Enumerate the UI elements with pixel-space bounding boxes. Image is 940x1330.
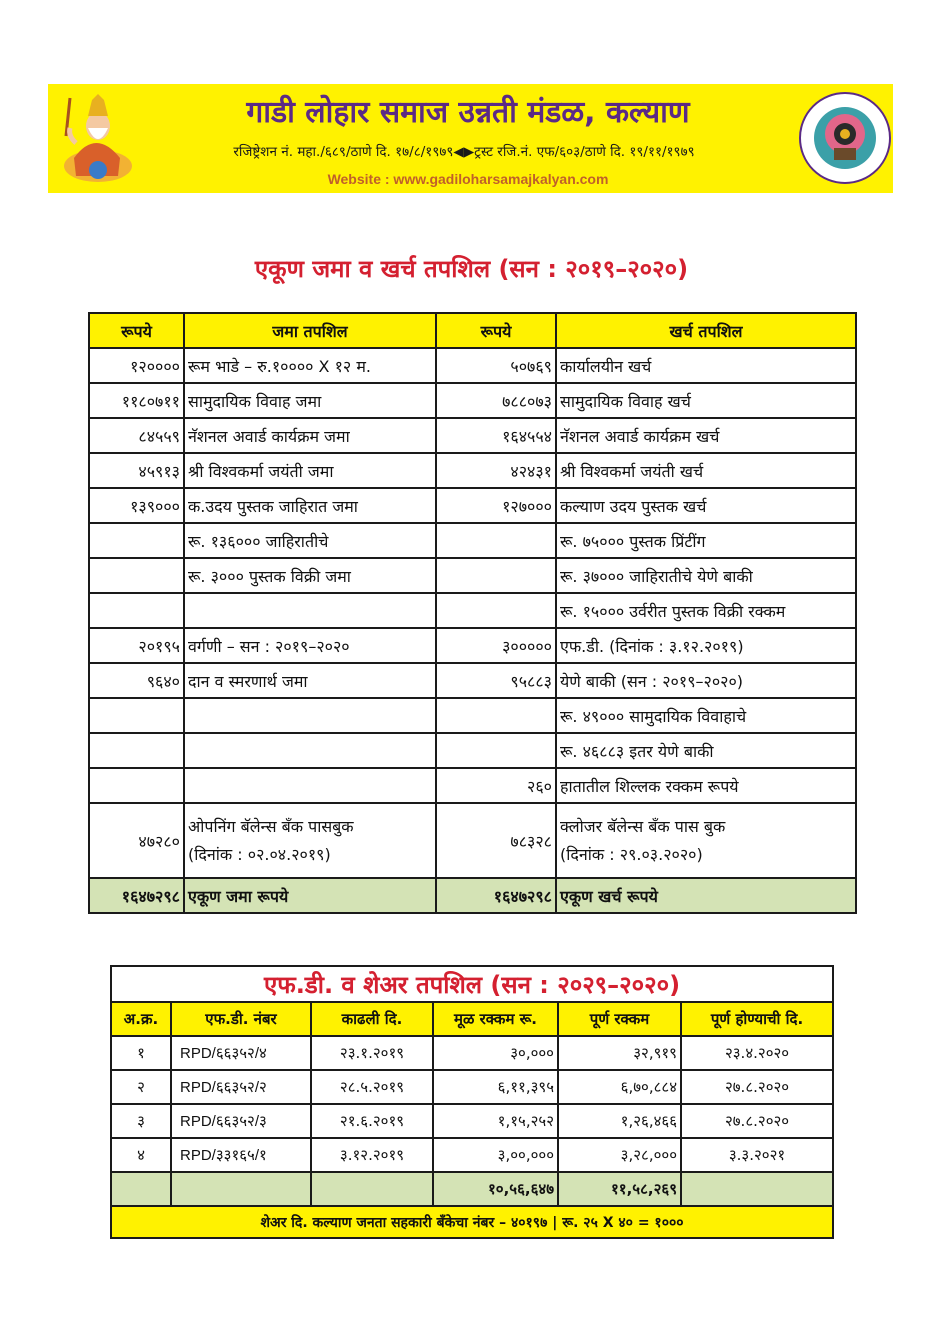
opening-balance-label: ओपनिंग बॅलेन्स बँक पासबुक — [188, 816, 354, 836]
fd-number: RPD/६६३५२/२ — [171, 1070, 311, 1104]
org-name: गाडी लोहार समाज उन्नती मंडळ, कल्याण — [246, 95, 690, 130]
website-link[interactable]: Website : www.gadiloharsamajkalyan.com — [327, 171, 609, 187]
fd-column-maturity-amount: पूर्ण रक्कम — [558, 1002, 681, 1036]
fd-serial: ४ — [111, 1138, 171, 1172]
income-details: रू. ३००० पुस्तक विक्री जमा — [184, 558, 436, 593]
income-details: दान व स्मरणार्थ जमा — [184, 663, 436, 698]
fd-column-maturity-date: पूर्ण होण्याची दि. — [681, 1002, 833, 1036]
income-amount — [89, 733, 184, 768]
fd-maturity-date: २३.४.२०२० — [681, 1036, 833, 1070]
fd-principal: ३०,००० — [433, 1036, 558, 1070]
expense-amount: १६४५५४ — [436, 418, 556, 453]
income-amount: १२०००० — [89, 348, 184, 383]
fd-column-principal: मूळ रक्कम रू. — [433, 1002, 558, 1036]
expense-details: येणे बाकी (सन : २०१९–२०२०) — [556, 663, 856, 698]
fd-row — [111, 1138, 833, 1172]
table-row — [89, 733, 856, 768]
table-row — [89, 383, 856, 418]
expense-amount: ४२४३१ — [436, 453, 556, 488]
table-row — [89, 523, 856, 558]
total-expense-label: एकूण खर्च रूपये — [556, 878, 856, 913]
opening-balance-details — [184, 803, 436, 878]
expense-amount: ५०७६९ — [436, 348, 556, 383]
org-seal-logo — [798, 90, 892, 186]
income-details — [184, 733, 436, 768]
fd-principal: ६,११,३९५ — [433, 1070, 558, 1104]
expense-details: रू. ७५००० पुस्तक प्रिंटींग — [556, 523, 856, 558]
fd-column-number: एफ.डी. नंबर — [171, 1002, 311, 1036]
table-row — [89, 558, 856, 593]
income-expense-table — [88, 312, 857, 914]
expense-details: रू. ४९००० सामुदायिक विवाहाचे — [556, 698, 856, 733]
table-row — [89, 348, 856, 383]
expense-details: रू. १५००० उर्वरीत पुस्तक विक्री रक्कम — [556, 593, 856, 628]
expense-amount: ७८८०७३ — [436, 383, 556, 418]
fd-total-empty — [111, 1172, 171, 1206]
expense-details: रू. ३७००० जाहिरातीचे येणे बाकी — [556, 558, 856, 593]
income-amount: ११८०७११ — [89, 383, 184, 418]
fd-start-date: २८.५.२०१९ — [311, 1070, 433, 1104]
income-details: श्री विश्वकर्मा जयंती जमा — [184, 453, 436, 488]
fd-start-date: २३.१.२०१९ — [311, 1036, 433, 1070]
column-header-income-details: जमा तपशिल — [184, 313, 436, 348]
expense-amount: ९५८८३ — [436, 663, 556, 698]
expense-amount: ३००००० — [436, 628, 556, 663]
fd-maturity-amount: ३,२८,००० — [558, 1138, 681, 1172]
income-details: क.उदय पुस्तक जाहिरात जमा — [184, 488, 436, 523]
fd-share-table — [110, 965, 834, 1239]
table-row — [89, 768, 856, 803]
income-amount: ९६४० — [89, 663, 184, 698]
fd-row — [111, 1104, 833, 1138]
table-row — [89, 628, 856, 663]
income-details — [184, 593, 436, 628]
total-income-label: एकूण जमा रूपये — [184, 878, 436, 913]
expense-details: हातातील शिल्लक रक्कम रूपये — [556, 768, 856, 803]
fd-total-principal: १०,५६,६४७ — [433, 1172, 558, 1206]
expense-amount: २६० — [436, 768, 556, 803]
fd-table-title: एफ.डी. व शेअर तपशिल (सन : २०२९–२०२०) — [111, 966, 833, 1002]
expense-details: रू. ४६८८३ इतर येणे बाकी — [556, 733, 856, 768]
expense-details: एफ.डी. (दिनांक : ३.१२.२०१९) — [556, 628, 856, 663]
opening-balance-date: (दिनांक : ०२.०४.२०१९) — [188, 844, 331, 864]
expense-details: कल्याण उदय पुस्तक खर्च — [556, 488, 856, 523]
fd-maturity-amount: ३२,९१९ — [558, 1036, 681, 1070]
expense-amount — [436, 593, 556, 628]
total-expense-amount: १६४७२९८ — [436, 878, 556, 913]
fd-total-empty — [171, 1172, 311, 1206]
fd-maturity-date: २७.८.२०२० — [681, 1104, 833, 1138]
income-amount — [89, 523, 184, 558]
vishwakarma-deity-image — [56, 88, 136, 188]
expense-amount: १२७००० — [436, 488, 556, 523]
income-amount — [89, 593, 184, 628]
table-row — [89, 698, 856, 733]
table-row — [89, 453, 856, 488]
fd-maturity-date: २७.८.२०२० — [681, 1070, 833, 1104]
fd-serial: ३ — [111, 1104, 171, 1138]
table-row — [89, 663, 856, 698]
closing-balance-amount: ७८३२८ — [436, 803, 556, 878]
expense-amount — [436, 733, 556, 768]
fd-row — [111, 1070, 833, 1104]
fd-column-start-date: काढली दि. — [311, 1002, 433, 1036]
header-banner — [48, 84, 893, 193]
registration-details: रजिष्ट्रेशन नं. महा./६८९/ठाणे दि. १७/८/१९७९◀▶ट्रस्ट रजि.नं. एफ/६०३/ठाणे दि. १९/११/१९७९ — [233, 144, 695, 160]
column-header-expense-details: खर्च तपशिल — [556, 313, 856, 348]
share-details-footer: शेअर दि. कल्याण जनता सहकारी बँकेचा नंबर – ४०१९७ | रू. २५ X ४० = १००० — [111, 1206, 833, 1238]
fd-serial: १ — [111, 1036, 171, 1070]
income-amount: ४५९१३ — [89, 453, 184, 488]
income-details: सामुदायिक विवाह जमा — [184, 383, 436, 418]
income-details: रूम भाडे – रु.१०००० X १२ म. — [184, 348, 436, 383]
fd-column-serial: अ.क्र. — [111, 1002, 171, 1036]
fd-total-empty — [681, 1172, 833, 1206]
fd-maturity-amount: ६,७०,८८४ — [558, 1070, 681, 1104]
fd-maturity-date: ३.३.२०२१ — [681, 1138, 833, 1172]
income-amount — [89, 768, 184, 803]
expense-amount — [436, 558, 556, 593]
income-details — [184, 768, 436, 803]
table-header-row — [89, 313, 856, 348]
fd-header-row — [111, 1002, 833, 1036]
income-amount: ८४५५९ — [89, 418, 184, 453]
fd-total-maturity-amount: ११,५८,२६९ — [558, 1172, 681, 1206]
closing-balance-label: क्लोजर बॅलेन्स बँक पास बुक — [560, 816, 726, 836]
income-amount: १३९००० — [89, 488, 184, 523]
statement-title: एकूण जमा व खर्च तपशिल (सन : २०१९–२०२०) — [254, 255, 689, 283]
fd-start-date: २१.६.२०१९ — [311, 1104, 433, 1138]
fd-total-row — [111, 1172, 833, 1206]
income-amount: २०१९५ — [89, 628, 184, 663]
fd-number: RPD/६६३५२/३ — [171, 1104, 311, 1138]
fd-start-date: ३.१२.२०१९ — [311, 1138, 433, 1172]
expense-details: श्री विश्वकर्मा जयंती खर्च — [556, 453, 856, 488]
table-row-total — [89, 878, 856, 913]
income-details: रू. १३६००० जाहिरातीचे — [184, 523, 436, 558]
fd-principal: ३,००,००० — [433, 1138, 558, 1172]
income-amount — [89, 698, 184, 733]
total-income-amount: १६४७२९८ — [89, 878, 184, 913]
fd-row — [111, 1036, 833, 1070]
fd-number: RPD/३३१६५/१ — [171, 1138, 311, 1172]
closing-balance-details — [556, 803, 856, 878]
income-details — [184, 698, 436, 733]
income-details: वर्गणी – सन : २०१९–२०२० — [184, 628, 436, 663]
expense-details: कार्यालयीन खर्च — [556, 348, 856, 383]
income-details: नॅशनल अवार्ड कार्यक्रम जमा — [184, 418, 436, 453]
expense-details: नॅशनल अवार्ड कार्यक्रम खर्च — [556, 418, 856, 453]
table-row — [89, 488, 856, 523]
income-amount — [89, 558, 184, 593]
fd-serial: २ — [111, 1070, 171, 1104]
expense-amount — [436, 523, 556, 558]
expense-details: सामुदायिक विवाह खर्च — [556, 383, 856, 418]
column-header-income-amount: रूपये — [89, 313, 184, 348]
opening-balance-amount: ४७२८० — [89, 803, 184, 878]
expense-amount — [436, 698, 556, 733]
fd-maturity-amount: १,२६,४६६ — [558, 1104, 681, 1138]
table-row-balance — [89, 803, 856, 878]
fd-total-empty — [311, 1172, 433, 1206]
closing-balance-date: (दिनांक : २९.०३.२०२०) — [560, 844, 703, 864]
fd-principal: १,१५,२५२ — [433, 1104, 558, 1138]
table-row — [89, 593, 856, 628]
column-header-expense-amount: रूपये — [436, 313, 556, 348]
table-row — [89, 418, 856, 453]
fd-number: RPD/६६३५२/४ — [171, 1036, 311, 1070]
